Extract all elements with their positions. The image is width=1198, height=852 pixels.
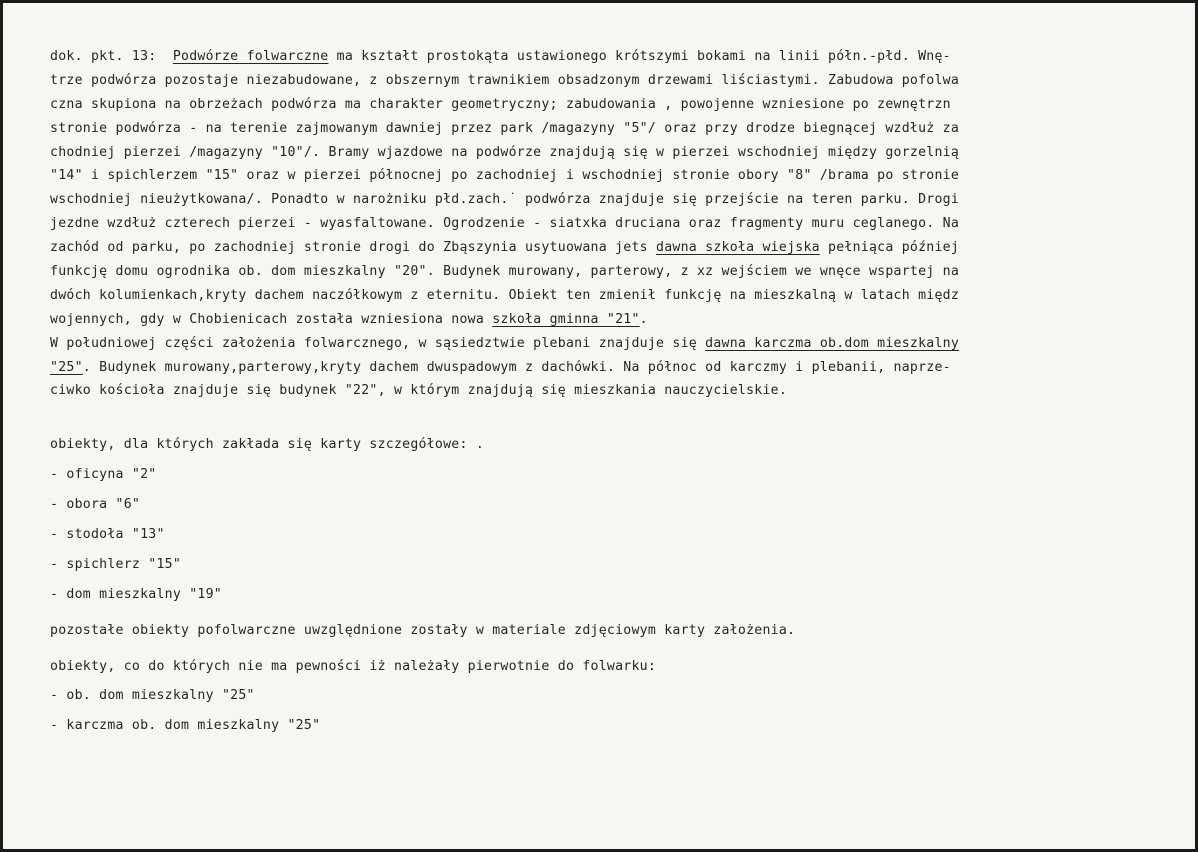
underlined-term: dawna szkoła wiejska [656, 240, 820, 256]
list-item: - karczma ob. dom mieszkalny "25" [50, 718, 321, 734]
paragraph-text: . Budynek murowany,parterowy,kryty dachem dwuspadowym z dachówki. Na północ od karczmy i plebanii, naprze- [82, 359, 951, 375]
list-heading: obiekty, co do których nie ma pewności iż należały pierwotnie do folwarku: [50, 658, 657, 674]
paragraph-line [50, 236, 1192, 260]
underlined-term: szkoła gminna "21" [492, 311, 640, 327]
underlined-term: "25" [50, 359, 83, 375]
list-item: - dom mieszkalny "19" [50, 586, 222, 602]
paragraph-line: dwóch kolumienkach,kryty dachem naczółkowym z eternitu. Obiekt ten zmienił funkcję na mieszkalną w latach międz [50, 287, 960, 303]
paragraph-text: zachód od parku, po zachodniej stronie drogi do Zbąszynia usytuowana jets [50, 240, 657, 256]
list-item: - ob. dom mieszkalny "25" [50, 688, 255, 704]
paragraph-line: funkcję domu ogrodnika ob. dom mieszkalny "20". Budynek murowany, parterowy, z xz wejściem we wnęce wspartej na [50, 264, 960, 280]
paragraph-line: jezdne wzdłuż czterech pierzei - wyasfaltowane. Ogrodzenie - siatxka druciana oraz fragmenty muru ceglanego. Na [50, 216, 960, 232]
paragraph-line [50, 45, 1192, 69]
document-body [50, 45, 1192, 738]
list-heading: obiekty, dla których zakłada się karty szczegółowe: . [50, 437, 485, 453]
remaining-objects-note: pozostałe obiekty pofolwarczne uwzględnione zostały w materiale zdjęciowym karty założenia. [50, 622, 796, 638]
uncertain-object-list [50, 684, 1192, 738]
paragraph-text: . [639, 311, 648, 327]
list-item: - oficyna "2" [50, 467, 157, 483]
list-item: - spichlerz "15" [50, 556, 182, 572]
paragraph-line: wschodniej nieużytkowana/. Ponadto w narożniku płd.zach.˙ podwórza znajduje się przejście na teren parku. Drogi [50, 192, 960, 208]
paragraph-line [50, 308, 1192, 332]
underlined-term: dawna karczma ob.dom mieszkalny [705, 335, 960, 351]
list-item: - obora "6" [50, 497, 141, 513]
paragraph-line: czna skupiona na obrzeżach podwórza ma charakter geometryczny; zabudowania ‚ powojenne wzniesione po zewnętrzn [50, 96, 951, 112]
detail-card-list [50, 463, 1192, 606]
paragraph-line [50, 356, 1192, 380]
paragraph-text: pełniąca później [819, 240, 960, 256]
paragraph-line [50, 332, 1192, 356]
paragraph-line: ciwko kościoła znajduje się budynek "22", w którym znajdują się mieszkania nauczycielskie. [50, 383, 788, 399]
section-heading: Podwórze folwarczne [172, 49, 329, 64]
typewritten-page [3, 3, 1195, 849]
paragraph-line: trze podwórza pozostaje niezabudowane, z obszernym trawnikiem obsadzonym drzewami liściastymi. Zabudowa pofolwa [50, 72, 960, 88]
paragraph-line: stronie podwórza - na terenie zajmowanym dawniej przez park /magazyny "5"/ oraz przy drodze biegnącej wzdłuż za [50, 120, 960, 136]
paragraph-text: wojennych, gdy w Chobienicach została wzniesiona nowa [50, 311, 493, 327]
paragraph-text: W południowej części założenia folwarcznego, w sąsiedztwie plebani znajduje się [50, 335, 706, 351]
paragraph-line: chodniej pierzei /magazyny "10"/. Bramy wjazdowe na podwórze znajdują się w pierzei wschodniej między gorzelnią [50, 144, 960, 160]
paragraph-line: "14" i spichlerzem "15" oraz w pierzei północnej po zachodniej i wschodniej stronie obory "8" /brama po stronie [50, 168, 960, 184]
section-reference: dok. pkt. 13: [50, 49, 157, 64]
paragraph-text: ma kształt prostokąta ustawionego krótszymi bokami na linii półn.-płd. Wnę- [328, 49, 951, 64]
list-item: - stodoła "13" [50, 527, 165, 543]
